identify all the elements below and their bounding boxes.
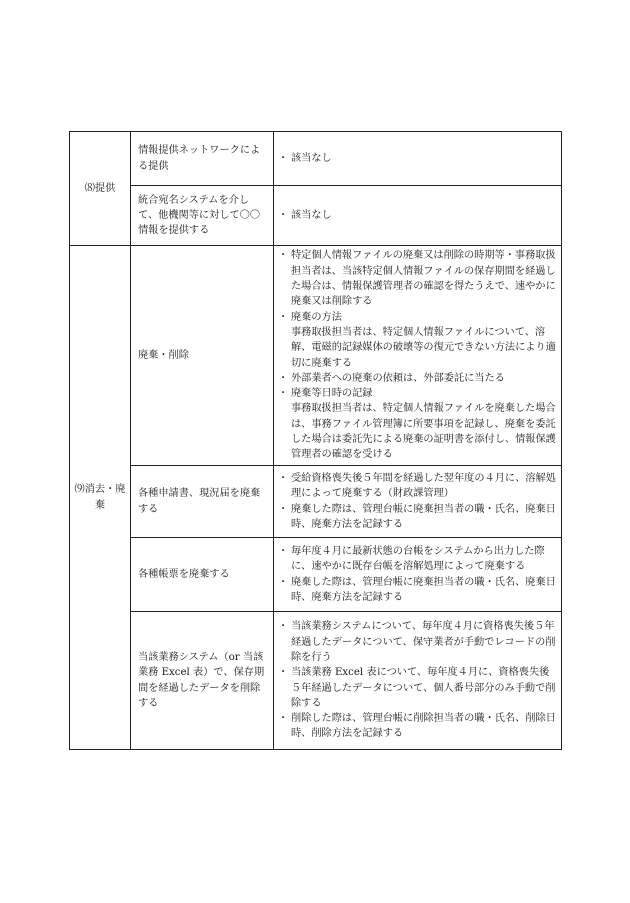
list-item: ・ 毎年度４月に最新状態の台帳をシステムから出力した際に、速やかに既存台帳を溶解処理によって廃棄する xyxy=(280,544,556,575)
description-cell-atena xyxy=(274,186,562,246)
section-label-disposal: ⑼消去・廃棄 xyxy=(70,246,131,750)
list-item: ・ 外部業者への廃棄の依頼は、外部委託に当たる xyxy=(280,371,556,386)
subsection-label-system: 当該業務システム（or 当該業務 Excel 表）で、保存期間を経過したデータを削除する xyxy=(131,612,274,750)
list-item: ・ 廃棄した際は、管理台帳に廃棄担当者の職・氏名、廃棄日時、廃棄方法を記録する xyxy=(280,575,556,606)
list-item xyxy=(280,310,556,371)
table-row xyxy=(70,612,562,750)
list-item: ・ 廃棄した際は、管理台帳に廃棄担当者の職・氏名、廃棄日時、廃棄方法を記録する xyxy=(280,502,556,533)
list-item-title: ・ 廃棄の方法 xyxy=(291,311,342,323)
list-item: ・ 特定個人情報ファイルの廃棄又は削除の時期等・事務取扱担当者は、当該特定個人情報ファイルの保存期間を経過した場合は、情報保護管理者の確認を得たうえで、速やかに廃棄又は削除する xyxy=(280,248,556,309)
list-item-title: ・ 廃棄等日時の記録 xyxy=(291,388,373,400)
description-cell-chohyo xyxy=(274,538,562,612)
list-item: ・ 当該業務システムについて、毎年度４月に資格喪失後５年経過したデータについて、保守業者が手動でレコードの削除を行う xyxy=(280,619,556,665)
subsection-label-network: 情報提供ネットワークによる提供 xyxy=(131,132,274,186)
list-item: ・ 削除した際は、管理台帳に削除担当者の職・氏名、削除日時、削除方法を記録する xyxy=(280,711,556,742)
list-item: ・ 該当なし xyxy=(280,151,556,166)
method-note: 事務取扱担当者は、特定個人情報ファイルについて、溶解、電磁的記録媒体の破壊等の復元できない方法により適切に廃棄する xyxy=(291,326,556,369)
list-item xyxy=(280,386,556,462)
list-item: ・ 該当なし xyxy=(280,208,556,223)
table-row xyxy=(70,466,562,538)
document-table xyxy=(69,131,562,750)
table-row xyxy=(70,246,562,466)
description-cell-network xyxy=(274,132,562,186)
description-cell-system xyxy=(274,612,562,750)
description-cell-haiki xyxy=(274,246,562,466)
section-label-provision: ⑻提供 xyxy=(70,132,131,246)
table-row xyxy=(70,538,562,612)
list-item: ・ 受給資格喪失後５年間を経過した翌年度の４月に、溶解処理によって廃棄する（財政課管理） xyxy=(280,471,556,502)
table-row xyxy=(70,186,562,246)
description-cell-shinsei xyxy=(274,466,562,538)
table-row xyxy=(70,132,562,186)
subsection-label-shinsei: 各種申請書、現況届を廃棄する xyxy=(131,466,274,538)
list-item: ・ 当該業務 Excel 表について、毎年度４月に、資格喪失後５年経過したデータについて、個人番号部分のみ手動で削除する xyxy=(280,665,556,711)
subsection-label-haiki: 廃棄・削除 xyxy=(131,246,274,466)
record-note: 事務取扱担当者は、特定個人情報ファイルを廃棄した場合は、事務ファイル管理簿に所要事項を記録し、廃棄を委託した場合は委託先による廃棄の証明書を添付し、情報保護管理者の確認を受ける xyxy=(291,403,556,461)
subsection-label-chohyo: 各種帳票を廃棄する xyxy=(131,538,274,612)
subsection-label-atena: 統合宛名システムを介して、他機関等に対して〇〇情報を提供する xyxy=(131,186,274,246)
